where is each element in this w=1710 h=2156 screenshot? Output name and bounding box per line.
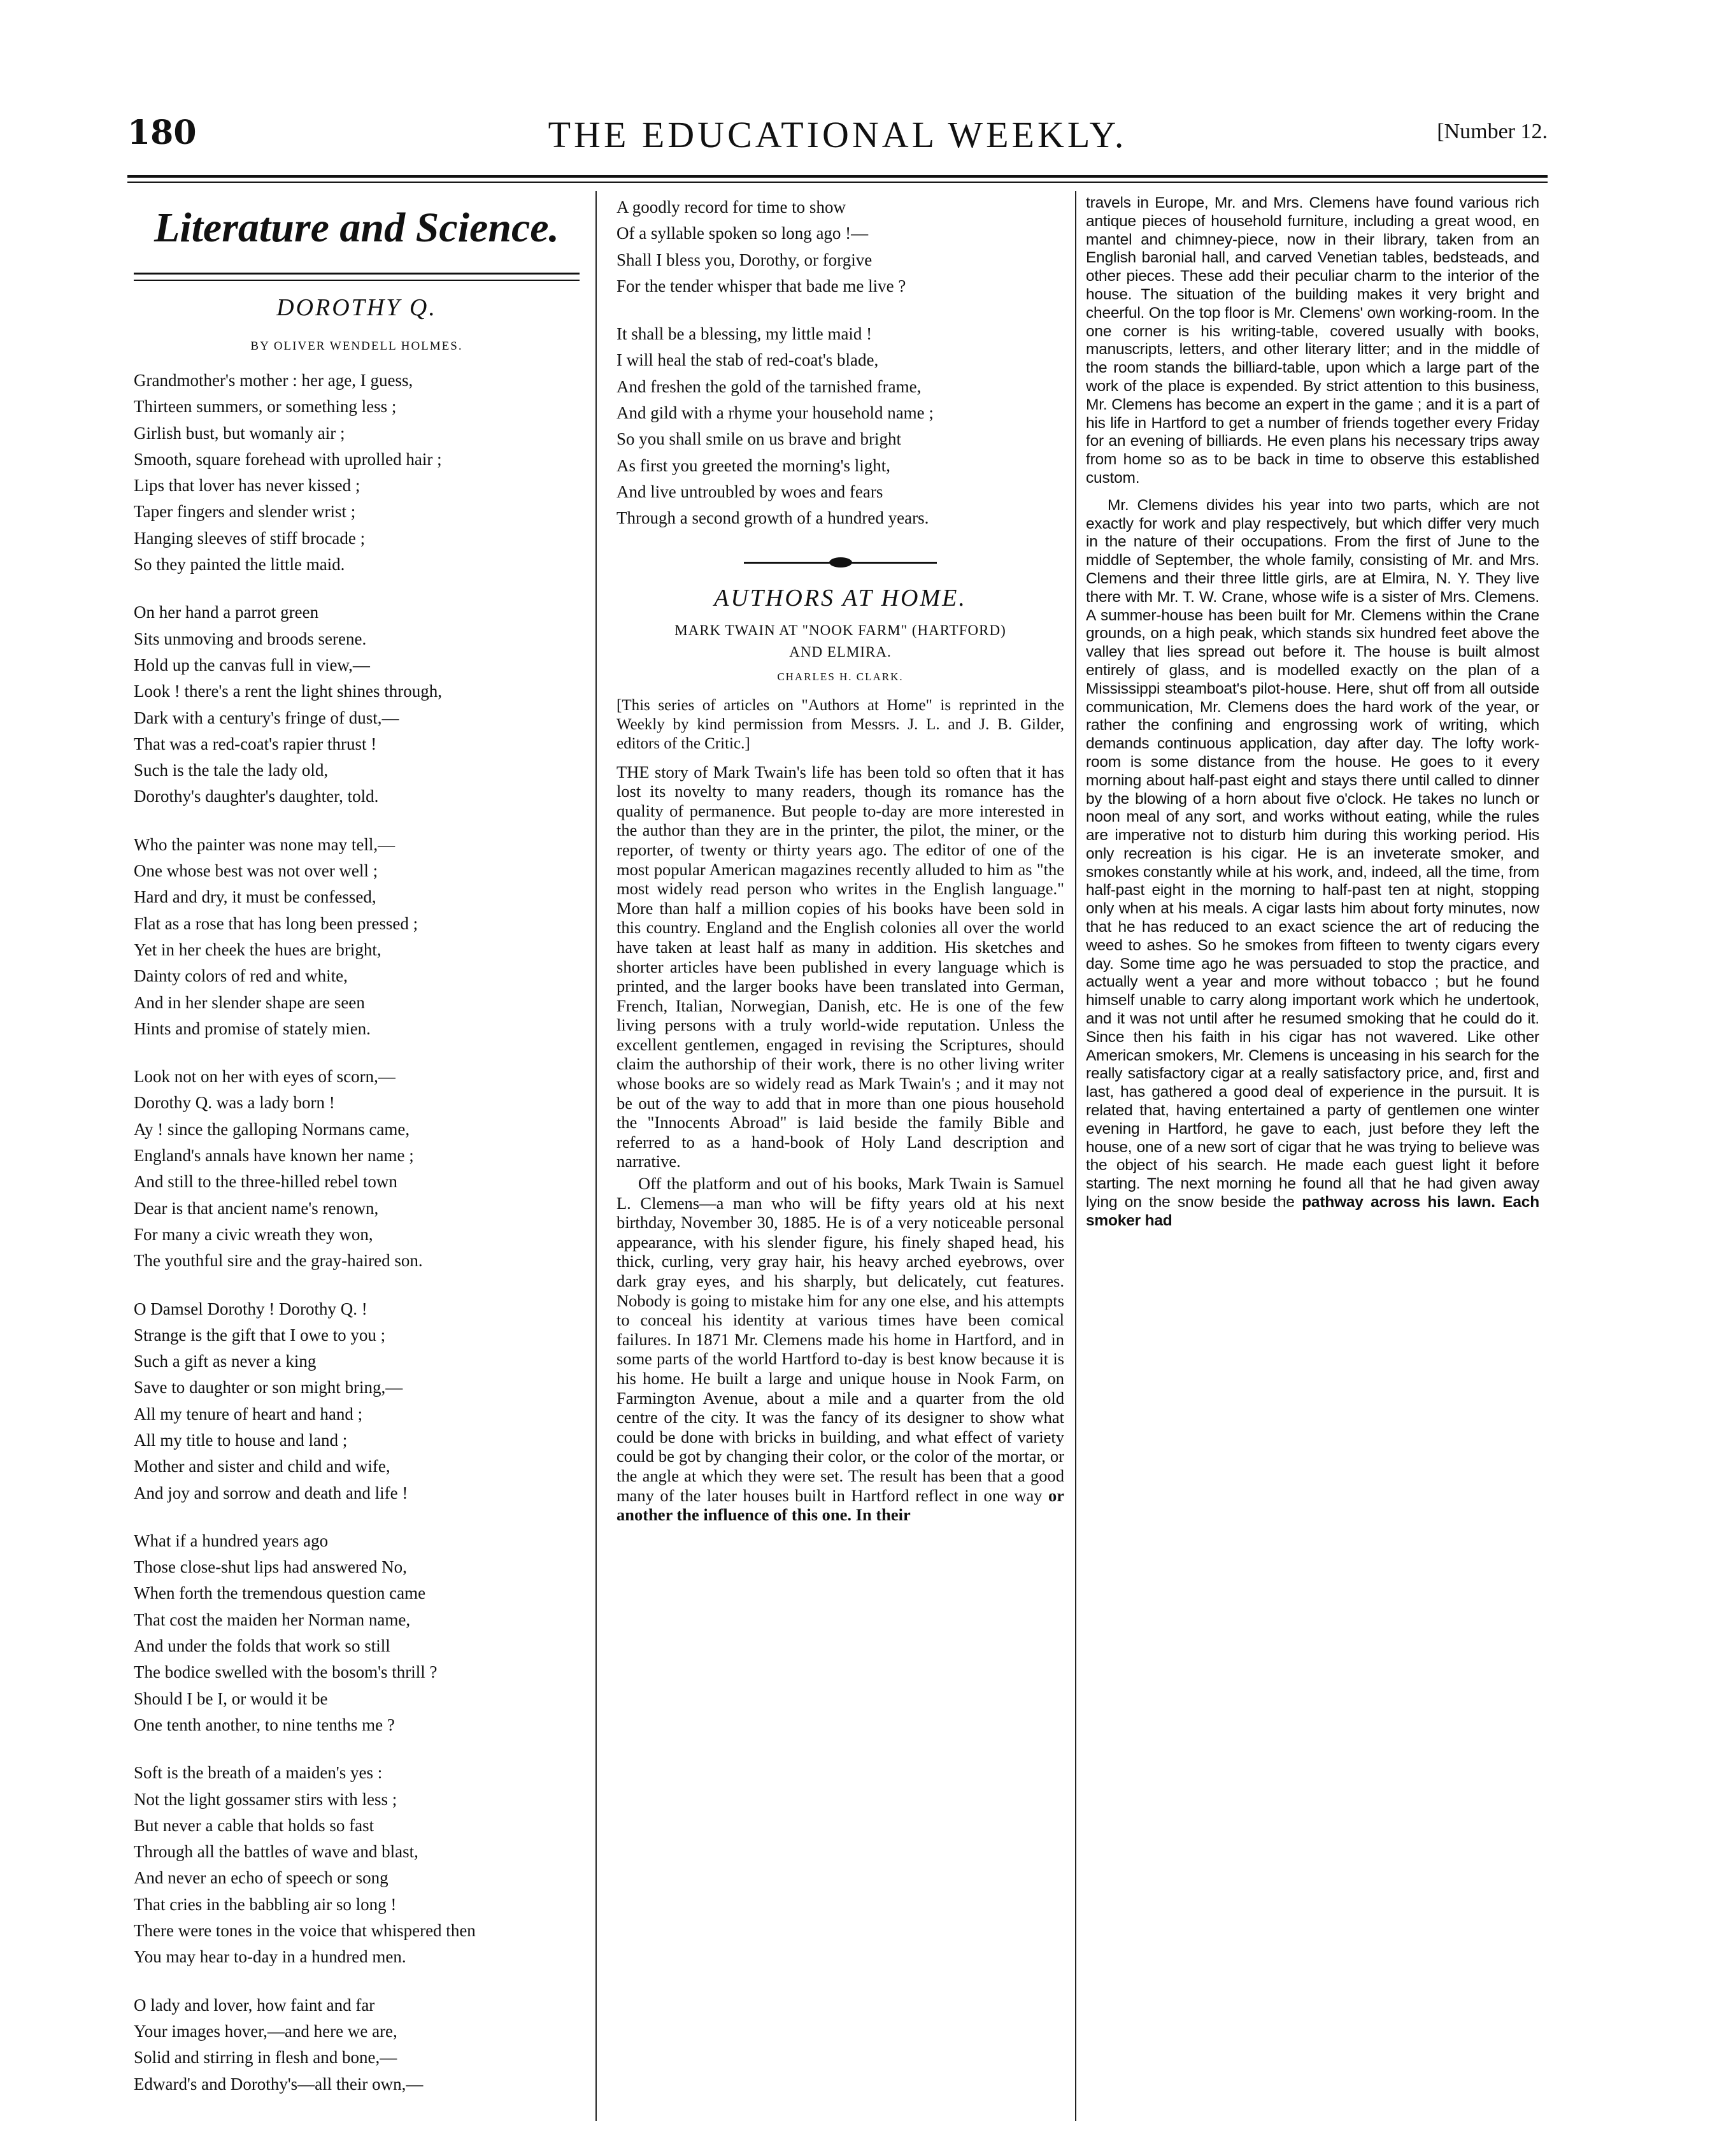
poem-stanza (134, 368, 580, 578)
poem-line: And freshen the gold of the tarnished frame, (616, 376, 922, 396)
poem-line: A goodly record for time to show (616, 197, 846, 217)
poem-line: And live untroubled by woes and fears (616, 482, 883, 501)
editorial-note: [This series of articles on "Authors at Home" is reprinted in the Weekly by kind permission from Messrs. J. L. and J. B. Gilder, editors of the Critic.] (616, 696, 1064, 752)
poem-line: As first you greeted the morning's light, (616, 455, 891, 475)
poem-line: And never an echo of speech or song (134, 1868, 388, 1888)
poem-line: Flat as a rose that has long been pressed ; (134, 913, 418, 933)
poem-line: You may hear to-day in a hundred men. (134, 1947, 406, 1967)
poem-line: Look not on her with eyes of scorn,— (134, 1067, 395, 1087)
issue-label: [Number 12. (1437, 120, 1548, 143)
poem-line: Ay ! since the galloping Normans came, (134, 1119, 410, 1139)
poem-line: Not the light gossamer stirs with less ; (134, 1789, 397, 1809)
poem-byline: BY OLIVER WENDELL HOLMES. (250, 339, 463, 353)
poem-line: And still to the three-hilled rebel town (134, 1172, 397, 1192)
poem-line: It shall be a blessing, my little maid ! (616, 324, 873, 344)
poem-line: Through a second growth of a hundred years. (616, 508, 929, 528)
article-author: CHARLES H. CLARK. (777, 670, 904, 683)
poem-line: One tenth another, to nine tenths me ? (134, 1715, 395, 1734)
left-column (134, 194, 580, 2119)
poem-line: For the tender whisper that bade me live ? (616, 276, 906, 296)
poem-stanza (616, 194, 1064, 299)
poem-line: So you shall smile on us brave and bright (616, 429, 901, 449)
article-paragraph: travels in Europe, Mr. and Mrs. Clemens have found various rich antique pieces of household furniture, including a great wood, en mantel and chimney-piece, now in their library, taken from an English baronial hall, and carved Venetian tables, bedsteads, and other pieces. These add their peculiar charm to the interior of the house. The situation of the building makes it very bright and cheerful. On the top floor is Mr. Clemens' own working-room. In the one corner is his writing-table, covered usually with books, manuscripts, letters, and other literary litter; and in the middle of the room stands the billiard-table, upon which a large part of the work of the place is expended. By strict attention to this business, Mr. Clemens has become an expert in the game ; and it is a part of his life in Hartford to get a number of friends together every Friday for an evening of billiards. He even plans his necessary trips away from home so as to be back in time to observe this established custom. (1086, 194, 1539, 487)
poem-stanza (616, 321, 1064, 531)
poem-line: And in her slender shape are seen (134, 992, 365, 1012)
article-title: AUTHORS AT HOME. (714, 584, 967, 611)
poem-line: Mother and sister and child and wife, (134, 1457, 390, 1476)
poem-line: I will heal the stab of red-coat's blade, (616, 350, 879, 370)
poem-line: The youthful sire and the gray-haired son. (134, 1251, 423, 1271)
poem-line: Hard and dry, it must be confessed, (134, 887, 376, 907)
poem-continuation (616, 194, 1064, 532)
poem-line: All my tenure of heart and hand ; (134, 1404, 363, 1424)
poem-line: Hints and promise of stately mien. (134, 1018, 371, 1038)
poem-body (134, 368, 580, 2097)
poem-line: Solid and stirring in flesh and bone,— (134, 2048, 397, 2067)
poem-stanza (134, 1528, 580, 1738)
poem-stanza (134, 599, 580, 810)
poem-line: Your images hover,—and here we are, (134, 2021, 397, 2041)
column-divider (595, 191, 597, 2121)
poem-line: All my title to house and land ; (134, 1430, 348, 1450)
poem-stanza (134, 1296, 580, 1506)
poem-line: O Damsel Dorothy ! Dorothy Q. ! (134, 1299, 367, 1318)
poem-line: Girlish bust, but womanly air ; (134, 423, 345, 443)
page-number: 180 (127, 113, 197, 152)
poem-stanza (134, 1064, 580, 1274)
ornamental-divider (616, 553, 1064, 573)
poem-line: Strange is the gift that I owe to you ; (134, 1325, 386, 1345)
poem-line: That was a red-coat's rapier thrust ! (134, 734, 377, 753)
header-rule-thin (127, 182, 1548, 183)
article-paragraph: THE story of Mark Twain's life has been told so often that it has lost its novelty to many readers, though its romance has the quality of permanence. But people to-day are more interested in the author than they are in the printer, the pilot, the miner, or the reporter, of twenty or thirty years ago. The editor of one of the most popular American magazines recently alluded to him as "the most widely read person who writes in the English language." More than half a million copies of his books have been sold in this country. England and the English colonies all over the world have taken at least half as many in addition. His sketches and shorter articles have been published in every language which is printed, and the larger books have been translated into German, French, Italian, Norwegian, Danish, etc. He is one of the few living persons with a truly world-wide reputation. Unless the excellent gentlemen, engaged in revising the Scriptures, should claim the authorship of their work, there is no other living writer whose books are so widely read as Mark Twain's ; and it may not be out of the way to add that in more than one pious household the "Innocents Abroad" is laid beside the family Bible and referred to as a hand-book of Holy Land description and narrative. (616, 762, 1064, 1171)
right-column (1086, 194, 1539, 1233)
poem-line: But never a cable that holds so fast (134, 1815, 374, 1835)
poem-line: And under the folds that work so still (134, 1636, 390, 1656)
poem-line: Grandmother's mother : her age, I guess, (134, 371, 413, 390)
poem-line: Soft is the breath of a maiden's yes : (134, 1763, 383, 1783)
poem-line: The bodice swelled with the bosom's thrill ? (134, 1662, 438, 1682)
poem-line: Thirteen summers, or something less ; (134, 397, 397, 417)
header-rule (127, 175, 1548, 178)
poem-line: Through all the battles of wave and blast, (134, 1842, 418, 1862)
poem-line: O lady and lover, how faint and far (134, 1995, 375, 2015)
paragraph-text: Off the platform and out of his books, Mark Twain is Samuel L. Clemens—a man who will be fifty years old at his next birthday, November 30, 1885. He is of a very noticeable personal appearance, with his slender figure, his finely shaped head, his thick, curling, very gray hair, his heavy arched eyebrows, over dark gray eyes, and his sharply, but delicately, cut features. Nobody is going to mistake him for any one else, and his attempts to conceal his identity at various times have been comical failures. In 1871 Mr. Clemens made his home in Hartford, and in some parts of the world Hartford to-day is best know because it is his home. He built a large and unique house in Nook Farm, on Farmington Avenue, about a mile and a quarter from the old centre of the city. It was the fancy of its designer to show what could be done with bricks in building, and what effect of variety could be got by changing their color, or the color of the mortar, or the angle at which they were set. The result has been that a good many of the later houses built in Hartford reflect in one way (616, 1174, 1064, 1505)
poem-line: Shall I bless you, Dorothy, or forgive (616, 250, 873, 269)
poem-line: Save to daughter or son might bring,— (134, 1378, 403, 1397)
poem-line: Yet in her cheek the hues are bright, (134, 939, 381, 959)
poem-line: Dorothy's daughter's daughter, told. (134, 787, 379, 806)
paragraph-text: Mr. Clemens divides his year into two parts, which are not exactly for work and play respectively, but which differ very much in the nature of their occupations. From the first of June to the middle of September, the whole family, consisting of Mr. and Mrs. Clemens and their three little girls, are at Elmira, N. Y. They live there with Mr. T. W. Crane, whose wife is a sister of Mrs. Clemens. A summer-house has been built for Mr. Clemens within the Crane grounds, on a high peak, which stands six hundred feet above the valley that lies spread out before it. The house is built almost entirely of glass, and is modelled exactly on the plan of a Mississippi steamboat's pilot-house. Here, shut off from all outside communication, Mr. Clemens does the hard work of the year, or rather the confining and engrossing work of writing, which demands continuous application, day after day. The lofty work-room is some distance from the house. He goes to it every morning about half-past eight and stays there until called to dinner by the blowing of a horn about five o'clock. He takes no lunch or noon meal of any sort, and works without eating, while the rules are imperative not to disturb him during this working period. His only recreation is his cigar. He is an inveterate smoker, and smokes constantly while at his work, and, indeed, all the time, from half-past eight in the morning to half-past ten at night, stopping only when at his meals. A cigar lasts him about forty minutes, now that he has reduced to an exact science the art of reducing the weed to ashes. So he smokes from fifteen to twenty cigars every day. Some time ago he was persuaded to stop the practice, and actually went a year and more without tobacco ; but he found himself unable to carry along important work which he undertook, and it was not until after he resumed smoking that he could do it. Since then his faith in his cigar has not wavered. Like other American smokers, Mr. Clemens is unceasing in his search for the really satisfactory cigar at a really satisfactory price, and, first and last, has gathered a good deal of experience in the pursuit. It is related that, having entertained a party of gentlemen one winter evening in Hartford, he gave to each, just before they left the house, one of a new sort of cigar that he was trying to believe was the object of his search. He made each guest light it before starting. The next morning he found all that he had given away lying on the snow beside the (1086, 496, 1539, 1211)
poem-line: England's annals have known her name ; (134, 1146, 414, 1166)
poem-line: Dainty colors of red and white, (134, 966, 348, 986)
poem-line: There were tones in the voice that whispered then (134, 1921, 476, 1941)
poem-line: Dear is that ancient name's renown, (134, 1198, 379, 1218)
poem-stanza (134, 832, 580, 1042)
poem-line: On her hand a parrot green (134, 603, 319, 622)
poem-line: Smooth, square forehead with uprolled hair ; (134, 449, 442, 469)
poem-line: Edward's and Dorothy's—all their own,— (134, 2074, 424, 2094)
poem-line: Taper fingers and slender wrist ; (134, 502, 356, 522)
poem-line: When forth the tremendous question came (134, 1583, 426, 1603)
section-title: Literature and Science. (153, 204, 560, 251)
poem-line: Such a gift as never a king (134, 1352, 317, 1371)
column-divider (1075, 191, 1076, 2121)
poem-line: Lips that lover has never kissed ; (134, 476, 360, 496)
paragraph-tail: or another the influence of this one. In their (616, 1485, 1065, 1525)
article-paragraph (616, 1174, 1064, 1525)
poem-line: Such is the tale the lady old, (134, 760, 329, 780)
running-head (127, 113, 1548, 158)
poem-line: Hanging sleeves of stiff brocade ; (134, 528, 366, 548)
poem-line: What if a hundred years ago (134, 1531, 329, 1550)
middle-column (616, 194, 1064, 1527)
poem-line: Hold up the canvas full in view,— (134, 655, 370, 675)
poem-line: That cries in the babbling air so long ! (134, 1894, 397, 1914)
poem-line: So they painted the little maid. (134, 555, 345, 575)
poem-line: For many a civic wreath they won, (134, 1224, 373, 1244)
poem-stanza (134, 1992, 580, 2097)
poem-stanza (134, 1760, 580, 1970)
paragraph-tail: pathway across his lawn. Each smoker had (1086, 1194, 1539, 1229)
poem-title: DOROTHY Q. (276, 294, 437, 321)
poem-line: Of a syllable spoken so long ago !— (616, 224, 869, 243)
poem-line: And gild with a rhyme your household name ; (616, 403, 934, 423)
section-rule (134, 273, 580, 281)
poem-line: One whose best was not over well ; (134, 861, 378, 881)
poem-line: That cost the maiden her Norman name, (134, 1610, 411, 1629)
poem-line: Look ! there's a rent the light shines through, (134, 682, 443, 701)
article-subtitle: AND ELMIRA. (789, 643, 892, 660)
journal-title: THE EDUCATIONAL WEEKLY. (548, 114, 1127, 155)
poem-line: Those close-shut lips had answered No, (134, 1557, 407, 1577)
poem-line: Dorothy Q. was a lady born ! (134, 1093, 335, 1113)
poem-line: Who the painter was none may tell,— (134, 834, 395, 854)
poem-line: Dark with a century's fringe of dust,— (134, 708, 399, 727)
poem-line: Should I be I, or would it be (134, 1688, 328, 1708)
article-paragraph (1086, 497, 1539, 1231)
poem-line: Sits unmoving and broods serene. (134, 629, 367, 648)
article-subtitle: MARK TWAIN AT "NOOK FARM" (HARTFORD) (674, 622, 1006, 638)
poem-line: And joy and sorrow and death and life ! (134, 1483, 408, 1503)
